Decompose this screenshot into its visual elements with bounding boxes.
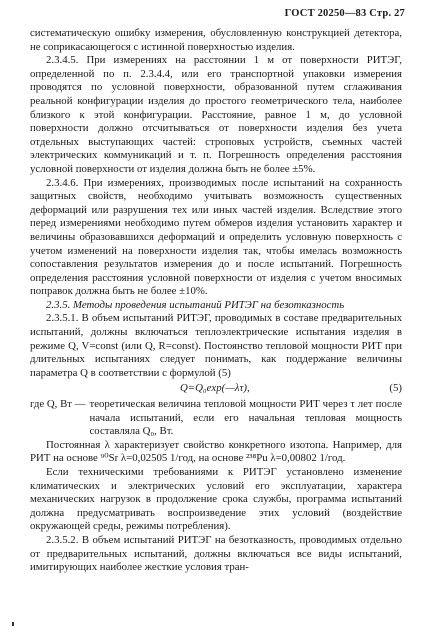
paragraph-continuation: систематическую ошибку измерения, обусловленную конструкцией детектора, не соприкасающегося с истинной поверхностью изделия. [30,27,402,53]
paragraph-2-3-4-6: 2.3.4.6. При измерениях, производимых после испытаний на сохранность защитных свойств, необходимо учитывать возможность существенных деформаций или разрушения тех или иных частей изделия. Вследствие этого перед измерениями необходимо путем обмеров изделия установить характер и величины образовавшихся деформаций и определить условную поверхность с учетом изменений на поверхности изделия так, чтобы имелась возможность сопоставления результатов измерения до и после испытаний. Погрешность определения расстояния условной поверхности от изделия с учетом вносимых поправок должна быть не более ±10%. [30,176,402,298]
paragraph-2-3-4-5: 2.3.4.5. При измерениях на расстоянии 1 м от поверхности РИТЭГ, определенной по п. 2.3.4.4, или его транспортной упаковки измерения проводятся по условной поверхности, образованной путем сглаживания реальной конфигурации изделия до простого геометрического тела, наиболее близкого к этой конфигурации. Расстояние, равное 1 м, до условной поверхности должно отсчитываться от поверхности изделия без учета отдельных выступающих частей: строповых устройств, съемных частей электрических коммуникаций и т. п. Погрешность определения расстояния условной поверхности от изделия должна быть не более ±5%. [30,54,402,175]
paragraph-lambda: Постоянная λ характеризует свойство конкретного изотопа. Например, для РИТ на основе ⁹⁰Sr λ=0,02505 1/год, на основе ²³⁸Pu λ=0,00802 1/год. [30,438,402,465]
definition-term: где Q, Вт — [30,398,86,411]
definition-text: теоретическая величина тепловой мощности РИТ через τ лет после начала испытаний, если его начальная тепловая мощность составляла Q₀, Вт. [89,398,402,438]
document-body [30,27,402,575]
section-heading-2-3-5: 2.3.5. Методы проведения испытаний РИТЭГ на безотказность [46,298,345,311]
paragraph-2-3-5-2: 2.3.5.2. В объем испытаний РИТЭГ на безотказность, проводимых отдельно от предварительных испытаний, должны включаться все виды испытаний, имитирующих наиболее жесткие условия тран- [30,533,402,574]
paragraph-2-3-5-1: 2.3.5.1. В объем испытаний РИТЭГ, проводимых в составе предварительных испытаний, должны включаться теплоэлектрические испытания изделия в режиме Q, V=const (или Q, R=const). Постоянство тепловой мощности РИТ при длительных испытаниях следует понимать, как поддержание величины параметра Q в соответствии с формулой (5) [30,312,402,379]
page-header: ГОСТ 20250—83 Стр. 27 [284,8,405,19]
formula-definition [30,398,402,439]
formula-5 [30,382,402,396]
formula-number: (5) [389,382,402,395]
paragraph-conditions: Если техническими требованиями к РИТЭГ установлено изменение климатических и электрических условий его эксплуатации, характера механических нагрузок в продолжение срока службы, программа испытаний должна предусматривать воспроизведение этих условий (воздействие окружающей среды, режимы потребления). [30,466,402,533]
formula-expression: Q=Q₀exp(—λτ), [180,382,250,395]
margin-mark [12,622,14,626]
